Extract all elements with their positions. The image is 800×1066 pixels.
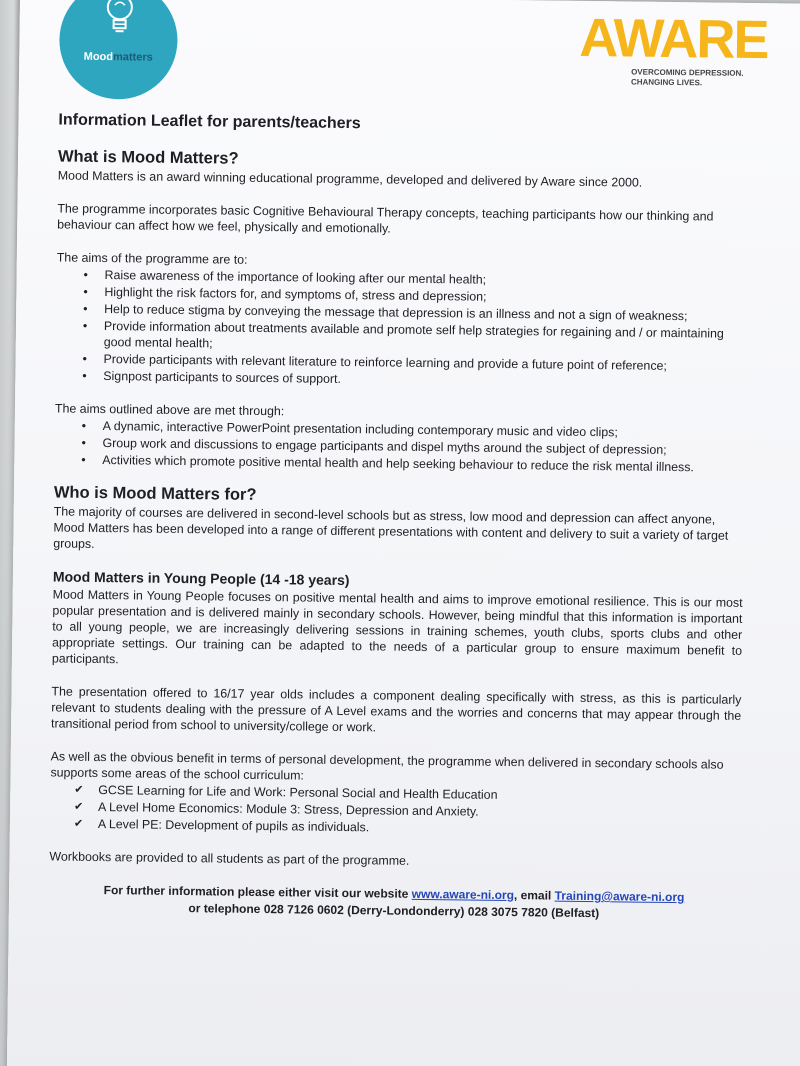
mood-matters-wordmark [59,50,177,63]
contact-footer [49,881,739,923]
aware-tagline-line2: CHANGING LIVES. [630,77,703,88]
lightbulb-icon [101,0,138,37]
list-item: • Group work and discussions to engage participants and dispel myths around the subject of depression; [54,434,744,458]
aims-list [55,266,746,391]
aware-tagline [631,67,779,89]
contact-line-2: or telephone 028 7126 0602 (Derry-Londonderry) 028 3075 7820 (Belfast) [188,901,600,921]
intro-paragraph: Mood Matters is an award winning educational programme, developed and delivered by Aware since 2000. [57,168,643,190]
list-item: • Raise awareness of the importance of looking after our mental health; [56,266,746,290]
leaflet-content [49,112,749,923]
aware-wordmark: AWARE [579,7,768,71]
contact-email-prefix: , email [513,888,555,903]
list-item: ✔ GCSE Learning for Life and Work: Personal Social and Health Education [50,781,740,805]
mood-matters-logo [59,0,178,100]
list-item: • Signpost participants to sources of support. [55,367,745,391]
aims-met-intro: The aims outlined above are met through: [54,401,285,419]
contact-prefix: For further information please either visit our website [103,883,412,901]
list-item: • Activities which promote positive mental health and help seeking behaviour to reduce the risk mental illness. [54,451,744,475]
mood-matters-logo-word1: Mood [83,50,114,64]
mood-matters-logo-word2: matters [112,51,153,64]
email-link[interactable]: Training@aware-ni.org [554,888,685,905]
who-paragraph: The majority of courses are delivered in second-level schools but as stress, low mood and depression can affect anyone, Mood Matters has been developed into a range of different presentations with content and delivery to suit a variety of target groups. [53,504,729,551]
list-item: ✔ A Level Home Economics: Module 3: Stress, Depression and Anxiety. [50,798,740,822]
list-item: • A dynamic, interactive PowerPoint presentation including contemporary music and video clips; [55,417,745,441]
list-item: ✔ A Level PE: Development of pupils as individuals. [50,815,740,839]
list-item: • Highlight the risk factors for, and symptoms of, stress and depression; [56,283,746,307]
leaflet-page [7,0,800,1066]
curriculum-list [50,781,741,839]
aware-logo [579,7,780,89]
curriculum-intro: As well as the obvious benefit in terms of personal development, the programme when delivered in secondary schools also supports some areas of the school curriculum: [50,749,724,783]
list-item: • Provide participants with relevant literature to reinforce learning and provide a future point of reference; [55,350,745,374]
aims-met-list [54,417,745,475]
heading-what-is: What is Mood Matters? [57,147,239,168]
list-item: • Provide information about treatments available and promote self help strategies for regaining and / or maintaining good mental health; [56,317,746,357]
cbt-paragraph: The programme incorporates basic Cognitive Behavioural Therapy concepts, teaching participants how our thinking and behaviour can affect how we feel, physically and emotionally. [57,201,714,236]
heading-young-people: Mood Matters in Young People (14 -18 years) [52,568,350,589]
aims-intro: The aims of the programme are to: [56,250,248,267]
young-people-paragraph-1: Mood Matters in Young People focuses on positive mental health and aims to improve emotional resilience. This is our most popular presentation and is delivered mainly in secondary schools. However, being mindful that this information is important to all young people, we are increasingly delivering sessions in training schemes, youth clubs, sports clubs and other appropriate settings. Our training can be adapted to the needs of a particular group to ensure maximum benefit to participants. [51,587,743,667]
young-people-paragraph-2: The presentation offered to 16/17 year olds includes a component dealing specifically with stress, as this is particularly relevant to students dealing with the pressure of A Level exams and the worries and concerns that may appear through the transitional period from school to university/college or work. [51,684,742,735]
leaflet-title: Information Leaflet for parents/teachers [58,111,361,133]
list-item: • Help to reduce stigma by conveying the message that depression is an illness and not a sign of weakness; [56,300,746,324]
workbooks-note: Workbooks are provided to all students as part of the programme. [49,849,410,868]
aware-tagline-line1: OVERCOMING DEPRESSION. [631,67,744,78]
heading-who-for: Who is Mood Matters for? [53,483,257,504]
website-link[interactable]: www.aware-ni.org [411,886,515,903]
